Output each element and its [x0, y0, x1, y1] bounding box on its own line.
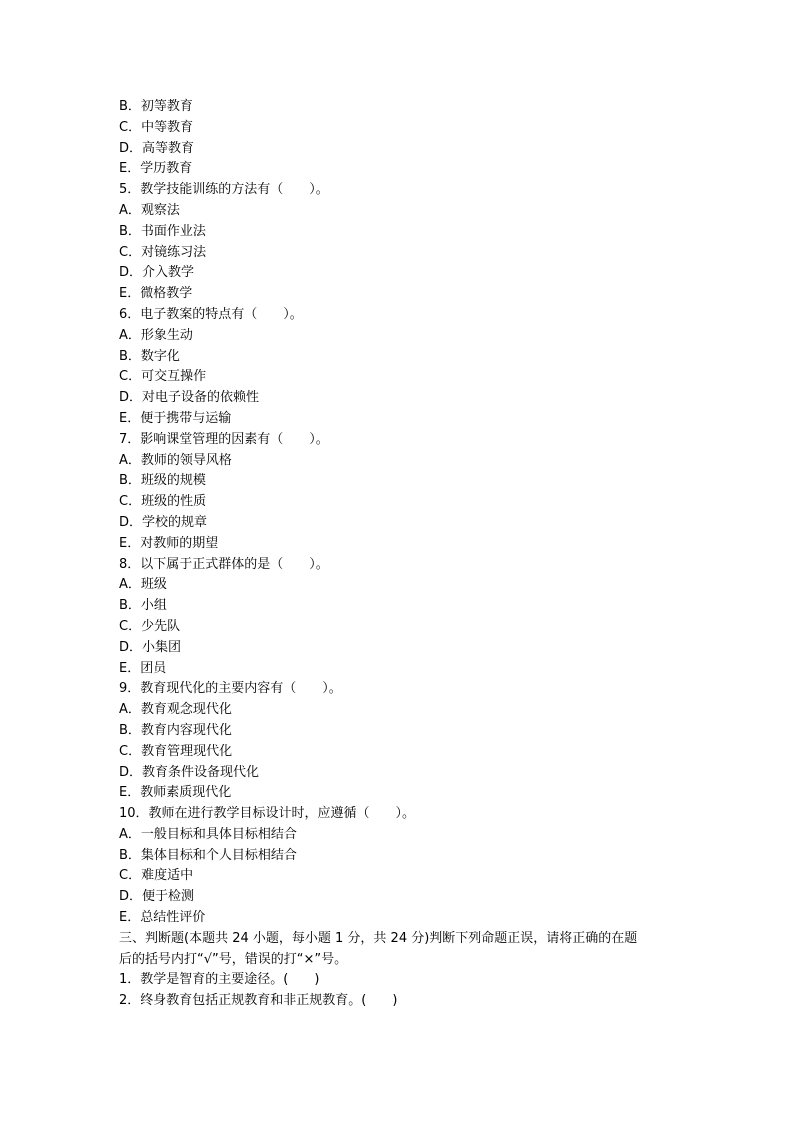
judgement-question-1: 1．教学是智育的主要途径。( ) — [119, 972, 320, 988]
option-a: A．形象生动 — [119, 327, 193, 343]
option-b: B．教育内容现代化 — [119, 722, 232, 738]
option-d: D．对电子设备的依赖性 — [119, 390, 260, 406]
option-e: E．教师素质现代化 — [119, 785, 232, 801]
question-6: 6．电子教案的特点有（ ）。 — [119, 306, 303, 322]
question-8: 8．以下属于正式群体的是（ ）。 — [119, 556, 329, 572]
option-c: C．难度适中 — [119, 868, 194, 884]
option-b: B．班级的规模 — [119, 473, 206, 489]
option-d: D．教育条件设备现代化 — [119, 764, 260, 780]
option-c: C．对镜练习法 — [119, 244, 207, 260]
option-c: C．可交互操作 — [119, 369, 207, 385]
question-9: 9．教育现代化的主要内容有（ ）。 — [119, 681, 342, 697]
option-b: B．初等教育 — [119, 99, 193, 114]
option-e: E．学历教育 — [119, 161, 193, 177]
section-heading-judgement: 三、判断题(本题共 24 小题，每小题 1 分，共 24 分)判断下列命题正误，请将正确的在题 — [119, 930, 638, 946]
option-b: B．书面作业法 — [119, 223, 206, 239]
option-e: E．总结性评价 — [119, 910, 206, 926]
option-d: D．小集团 — [119, 639, 182, 655]
document-body — [119, 97, 679, 1012]
option-d: D．学校的规章 — [119, 514, 208, 530]
question-5: 5．教学技能训练的方法有（ ）。 — [119, 182, 329, 198]
option-c: C．教育管理现代化 — [119, 743, 233, 759]
option-b: B．集体目标和个人目标相结合 — [119, 847, 297, 863]
option-c: C．中等教育 — [119, 119, 194, 135]
option-a: A．教师的领导风格 — [119, 452, 232, 468]
option-e: E．便于携带与运输 — [119, 410, 232, 426]
option-c: C．少先队 — [119, 618, 181, 634]
question-7: 7．影响课堂管理的因素有（ ）。 — [119, 431, 329, 447]
option-d: D．高等教育 — [119, 140, 195, 156]
option-a: A．观察法 — [119, 202, 180, 218]
option-e: E．微格教学 — [119, 286, 193, 302]
option-e: E．团员 — [119, 660, 167, 676]
judgement-question-2: 2．终身教育包括正规教育和非正规教育。( ) — [119, 993, 398, 1009]
question-10: 10．教师在进行教学目标设计时，应遵循（ ）。 — [119, 806, 416, 822]
option-a: A．教育观念现代化 — [119, 702, 232, 718]
option-e: E．对教师的期望 — [119, 535, 219, 551]
option-a: A．班级 — [119, 577, 167, 593]
option-c: C．班级的性质 — [119, 494, 207, 510]
option-b: B．小组 — [119, 598, 167, 614]
section-instructions: 后的括号内打“√”号，错误的打“×”号。 — [119, 951, 348, 967]
option-b: B．数字化 — [119, 348, 180, 364]
option-a: A．一般目标和具体目标相结合 — [119, 826, 297, 842]
option-d: D．介入教学 — [119, 265, 195, 281]
option-d: D．便于检测 — [119, 889, 195, 905]
